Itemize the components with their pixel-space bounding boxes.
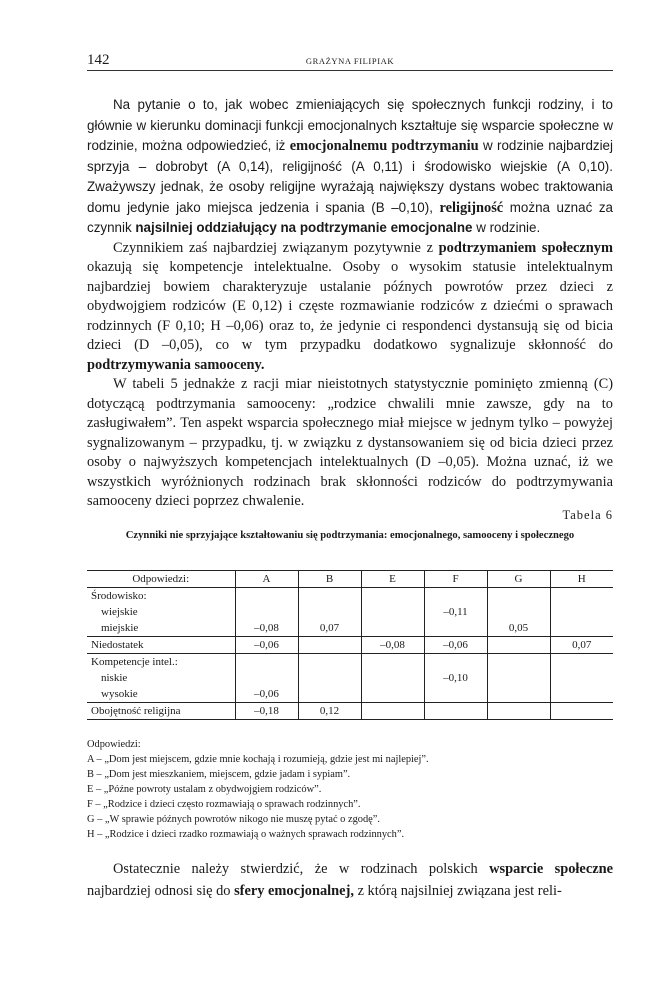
- paragraph-1: [87, 95, 613, 239]
- table-cell: [298, 686, 361, 703]
- table-cell: –0,08: [235, 620, 298, 637]
- table-cell: –0,11: [424, 604, 487, 620]
- column-header: F: [424, 571, 487, 588]
- column-header: E: [361, 571, 424, 588]
- text-run: Czynnikiem zaś najbardziej związanym pozytywnie z: [113, 239, 439, 256]
- table-cell: [487, 604, 550, 620]
- table-cell: [487, 703, 550, 720]
- table-cell: 0,12: [298, 703, 361, 720]
- table-cell: [487, 670, 550, 686]
- table-cell: [550, 620, 613, 637]
- page-number: 142: [87, 52, 110, 68]
- table-notes: [87, 737, 613, 842]
- table-cell: [298, 604, 361, 620]
- table-cell: [424, 686, 487, 703]
- text-run: w rodzinie najbardziej sprzyja – dobrobyt (A 0,14), religijność (A 0,11) i środowisko wiejskie (A 0,10). Zważywszy jednak, że osoby religijne wyrażają największy dystans wobec traktowania domu jedynie jako miejsca jedzenia i spania (B –0,10),: [87, 138, 613, 215]
- text-run: okazują się kompetencje intelektualne. Osoby o wysokim statusie intelektualnym najbardziej bowiem charakteryzuje ustalanie późnych powrotów przez dzieci z obydwojgiem rodziców (E 0,12) i częste rozmawianie rodziców z dziećmi o sprawach rodzinnych (F 0,10; H –0,06) oraz to, że jedynie ci respondenci dystansują się od bicia dzieci (D –0,05), co w tym przypadku dodatkowo sygnalizuje skłonność do: [87, 259, 613, 353]
- bold-phrase: najsilniej oddziałujący na podtrzymanie emocjonalne: [135, 220, 473, 235]
- text-run: najbardziej odnosi się do: [87, 883, 235, 899]
- bold-phrase: sfery emocjonalnej,: [234, 883, 354, 899]
- row-label: Niedostatek: [87, 637, 235, 654]
- note-item: F – „Rodzice i dzieci często rozmawiają o sprawach rodzinnych”.: [87, 799, 361, 810]
- row-label: Obojętność religijna: [87, 703, 235, 720]
- note-item: A – „Dom jest miejscem, gdzie mnie kochają i rozumieją, gdzie jest mi najlepiej”.: [87, 754, 429, 765]
- table-row: [87, 604, 613, 620]
- table-cell: [424, 703, 487, 720]
- table-cell: [424, 620, 487, 637]
- bold-phrase: podtrzymaniem społecznym: [438, 239, 613, 256]
- note-item: G – „W sprawie późnych powrotów nikogo nie muszę pytać o zgodę”.: [87, 814, 380, 825]
- table-cell: [235, 604, 298, 620]
- text-run: w rodzinie.: [472, 220, 541, 235]
- table-cell: [550, 686, 613, 703]
- table-cell: –0,18: [235, 703, 298, 720]
- paragraph-2: [87, 239, 613, 376]
- table-header-row: [87, 571, 613, 588]
- paragraph-4: [87, 858, 613, 902]
- table-row: [87, 637, 613, 654]
- table-row: [87, 686, 613, 703]
- row-label: niskie: [101, 672, 128, 684]
- table-cell: [235, 670, 298, 686]
- body-text: [87, 95, 613, 512]
- table-cell: [298, 670, 361, 686]
- note-item: B – „Dom jest mieszkaniem, miejscem, gdzie jadam i sypiam”.: [87, 769, 351, 780]
- column-header: G: [487, 571, 550, 588]
- table-cell: 0,07: [298, 620, 361, 637]
- table-cell: [361, 686, 424, 703]
- table-cell: –0,06: [235, 686, 298, 703]
- text-run: Na pytanie o to, jak wobec zmieniających się społecznych funkcji rodziny, i to głównie w kierunku dominacji funkcji emocjonalnych kształtuje się wsparcie społeczne w rodzinie, można odpowiedzieć, iż: [87, 97, 613, 153]
- closing-text: [87, 858, 613, 902]
- table-cell: [361, 703, 424, 720]
- table-cell: 0,07: [550, 637, 613, 654]
- bold-phrase: religijność: [439, 199, 504, 216]
- table-cell: –0,10: [424, 670, 487, 686]
- data-table: [87, 570, 613, 720]
- table-row: [87, 703, 613, 720]
- text-run: z którą najsilniej związana jest reli-: [353, 883, 562, 899]
- row-label: miejskie: [87, 620, 235, 637]
- table-cell: [361, 670, 424, 686]
- table-cell: [361, 604, 424, 620]
- row-group-label: Środowisko:: [91, 590, 147, 602]
- table-row: [87, 620, 613, 637]
- note-item: E – „Późne powroty ustalam z obydwojgiem rodziców”.: [87, 784, 322, 795]
- page-header: [87, 52, 613, 71]
- table-cell: [298, 637, 361, 654]
- row-group-label: Kompetencje intel.:: [91, 656, 178, 668]
- text-run: Ostatecznie należy stwierdzić, że w rodzinach polskich: [113, 861, 490, 877]
- column-header: Odpowiedzi:: [87, 571, 235, 588]
- text-run: można uznać za czynnik: [87, 199, 613, 235]
- table-label: Tabela 6: [562, 508, 613, 522]
- column-header: B: [298, 571, 361, 588]
- table-cell: –0,06: [235, 637, 298, 654]
- table-cell: [550, 604, 613, 620]
- table-cell: 0,05: [487, 620, 550, 637]
- row-label: wysokie: [87, 686, 235, 703]
- table-cell: –0,08: [361, 637, 424, 654]
- note-item: H – „Rodzice i dzieci rzadko rozmawiają o ważnych sprawach rodzinnych”.: [87, 829, 405, 840]
- notes-heading: Odpowiedzi:: [87, 739, 141, 750]
- paragraph-3: W tabeli 5 jednakże z racji miar nieistotnych statystycznie pominięto zmienną (C) dotyczącą podtrzymania samooceny: „rodzice chwalili mnie zawsze, gdy na to zasługiwałem”. Ten aspekt wsparcia społecznego miał miejsce w jednym tylko – powyżej sygnalizowanym – przypadku, tj. w związku z dystansowaniem się od bicia dzieci przez osoby o najwyższych kompetencjach intelektualnych (D –0,05). Można uznać, iż we wszystkich wyróżnionych rodzinach brak skłonności rodziców do podtrzymywania samooceny dzieci poprzez chwalenie.: [87, 376, 613, 509]
- bold-phrase: wsparcie społeczne: [489, 861, 613, 877]
- bold-phrase: emocjonalnemu podtrzymaniu: [289, 138, 479, 154]
- running-title: GRAŻYNA FILIPIAK: [305, 56, 395, 66]
- table-title: Czynniki nie sprzyjające kształtowaniu się podtrzymania: emocjonalnego, samooceny i społecznego: [125, 530, 575, 541]
- table-cell: –0,06: [424, 637, 487, 654]
- row-label: wiejskie: [101, 606, 138, 618]
- table-cell: [487, 686, 550, 703]
- table-cell: [361, 620, 424, 637]
- table-row: [87, 670, 613, 686]
- table-cell: [550, 703, 613, 720]
- table-row: [87, 588, 613, 605]
- table-row: [87, 654, 613, 671]
- column-header: A: [235, 571, 298, 588]
- bold-phrase: podtrzymywania samooceny.: [87, 356, 265, 373]
- column-header: H: [550, 571, 613, 588]
- table-cell: [487, 637, 550, 654]
- table-cell: [550, 670, 613, 686]
